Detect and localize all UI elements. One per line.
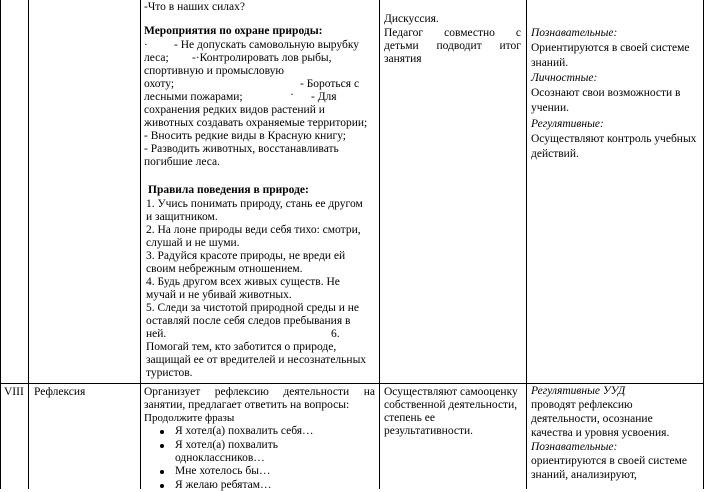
regulative-uud-title: Регулятивные УУД: [531, 385, 626, 397]
cognitive-uud-title: Познавательные:: [531, 441, 618, 453]
regulative-title: Регулятивные:: [531, 118, 604, 130]
measure-line-2: спортивную и промысловую: [144, 65, 285, 77]
measure-line-4a: лесными пожарами;: [144, 91, 243, 103]
reflection-word: Организует: [144, 386, 201, 398]
measure-line-7: - Вносить редкие виды в Красную книгу;: [144, 130, 346, 142]
measure-line-3b: - Бороться с: [300, 78, 360, 90]
question-text: -Что в наших силах?: [144, 1, 245, 13]
reflection-bullet-1: Я хотел(а) похвалить себя…: [175, 425, 314, 437]
form-word: подводит: [436, 40, 482, 52]
reflection-bullet-2a: Я хотел(а) похвалить: [175, 439, 278, 451]
reflection-word: рефлексию: [214, 386, 269, 398]
reflection-uud-line-1: проводят рефлексию: [531, 399, 633, 411]
bullet-icon: [160, 444, 164, 448]
measure-line-4b: ·: [290, 89, 294, 101]
bullet-icon: [160, 470, 164, 474]
regulative-line-2: действий.: [531, 148, 579, 160]
measure-line-5: сохранения редких видов растений и: [144, 104, 325, 116]
measure-line-8: - Разводить животных, восстанавливать: [144, 143, 339, 155]
rule-line-12: Помогай тем, кто заботится о природе,: [146, 341, 337, 353]
reflection-line-2: занятии, предлагает ответить на вопросы:: [144, 399, 350, 411]
rule-line-7: 4. Будь другом всех живых существ. Не: [146, 276, 340, 288]
form-line-3: [384, 40, 521, 53]
reflection-uud-line-2: деятельности, осознание: [531, 413, 653, 425]
measure-line-3a: охоту;: [144, 78, 175, 90]
form-word: итог: [499, 40, 521, 52]
stage-number: VIII: [4, 386, 24, 398]
bullet-icon: [160, 484, 164, 488]
grid-col-divider-2: [140, 0, 141, 489]
form-word: детьми: [384, 40, 419, 52]
form-line-2: [384, 27, 521, 40]
reflection-line-3: Продолжите фразы: [144, 412, 235, 424]
reflection-word: деятельности: [283, 386, 350, 398]
form-line-4: занятия: [384, 53, 422, 65]
activity-line-4: результативности.: [384, 425, 474, 437]
grid-col-divider-1: [28, 0, 29, 489]
form-word: совместно: [444, 27, 495, 39]
cognitive-title: Познавательные:: [531, 27, 618, 39]
measure-line-1c: -·Контролировать лов рыбы,: [192, 52, 332, 64]
cognitive-line-2: знаний.: [531, 57, 569, 69]
activity-line-2: собственной деятельности,: [384, 399, 518, 411]
rule-line-9: 5. Следи за чистотой природной среды и не: [146, 302, 359, 314]
reflection-uud-line-4: ориентируются в своей системе: [531, 455, 687, 467]
measures-title: Мероприятия по охране природы:: [144, 25, 323, 37]
form-word: Педагог: [384, 27, 424, 39]
reflection-line-1: [144, 386, 375, 399]
personal-line-2: учении.: [531, 102, 569, 114]
personal-title: Личностные:: [531, 72, 598, 84]
grid-col-divider-4: [526, 0, 527, 489]
rules-title: Правила поведения в природе:: [148, 184, 309, 196]
cognitive-line-1: Ориентируются в своей системе: [531, 42, 690, 54]
rule-line-2: и защитником.: [146, 211, 218, 223]
measure-line-4c: - Для: [311, 91, 337, 103]
reflection-bullet-3: Мне хотелось бы…: [175, 465, 271, 477]
activity-line-3: степень ее: [384, 412, 435, 424]
activity-line-1: Осуществляют самооценку: [384, 386, 518, 398]
measure-line-6: животных создавать охраняемые территории;: [144, 117, 368, 129]
reflection-bullet-4: Я желаю ребятам…: [175, 479, 272, 491]
rule-line-11b: 6.: [331, 328, 340, 340]
grid-col-divider-3: [379, 0, 380, 489]
rule-line-1: 1. Учись понимать природу, стань ее другом: [146, 198, 363, 210]
rule-line-13: защищай ее от вредителей и несознательных: [146, 354, 367, 366]
rule-line-10: оставляй после себя следов пребывания в: [146, 315, 351, 327]
reflection-word: на: [363, 386, 375, 398]
grid-left-border: [0, 0, 1, 489]
rule-line-5: 3. Радуйся красоте природы, не вреди ей: [146, 250, 346, 262]
rule-line-8: мучай и не убивай животных.: [146, 289, 292, 301]
rule-line-14: туристов.: [146, 367, 193, 379]
rule-line-6: своим небрежным отношением.: [146, 263, 303, 275]
reflection-uud-line-5: знаний, анализируют,: [531, 469, 637, 481]
form-line-1: Дискуссия.: [384, 13, 439, 25]
measure-line-1b: леса;: [144, 52, 169, 64]
regulative-line-1: Осуществляют контроль учебных: [531, 133, 697, 145]
stage-name: Рефлексия: [34, 386, 86, 398]
reflection-bullet-2b: одноклассников…: [175, 452, 265, 464]
measure-line-1a: - Не допускать самовольную вырубку: [174, 39, 360, 51]
form-word: с: [515, 27, 521, 39]
personal-line-1: Осознают свои возможности в: [531, 87, 681, 99]
measure-line-9: погибшие леса.: [144, 156, 220, 168]
rule-line-11a: ней.: [146, 328, 167, 340]
bullet-icon: [160, 430, 164, 434]
reflection-uud-line-3: качества и уровня усвоения.: [531, 427, 670, 439]
measure-dot-1: ·: [144, 39, 148, 51]
rule-line-3: 2. На лоне природы веди себя тихо: смотри,: [146, 224, 361, 236]
rule-line-4: слушай и не шуми.: [146, 237, 240, 249]
grid-row-divider: [0, 383, 704, 384]
